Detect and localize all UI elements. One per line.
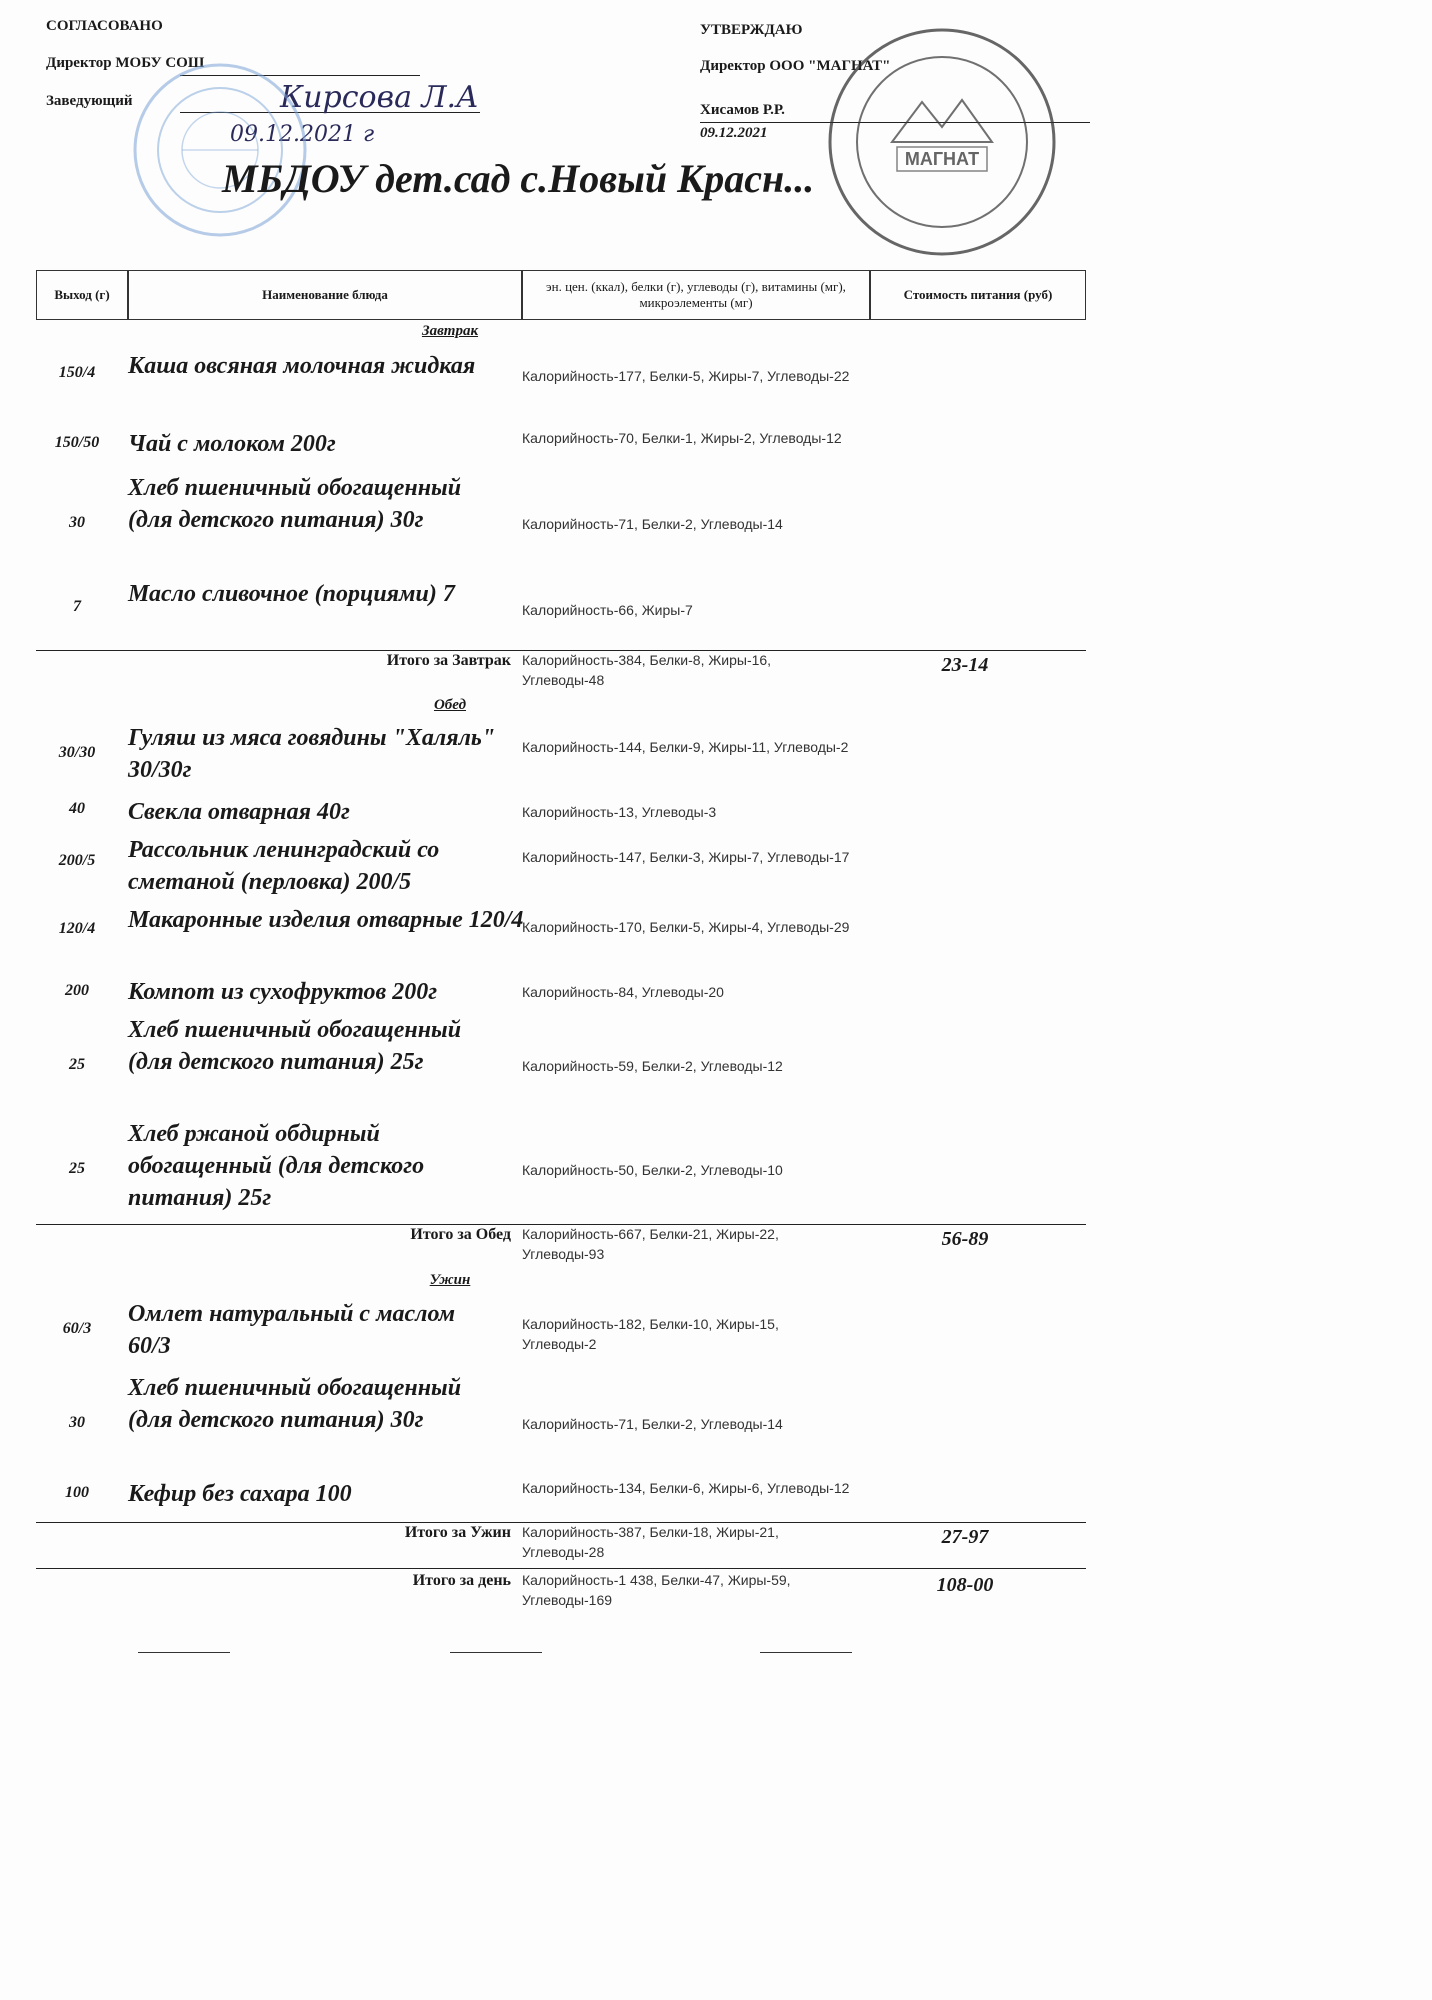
footer-signature-line <box>138 1652 230 1653</box>
row-nutrition: Калорийность-66, Жиры-7 <box>522 602 693 618</box>
row-yield: 25 <box>69 1056 85 1073</box>
row-yield: 7 <box>73 598 81 615</box>
header-nutrition: эн. цен. (ккал), белки (г), углеводы (г), витамины (мг), микроэлементы (мг) <box>522 270 870 320</box>
row-nutrition: Калорийность-50, Белки-2, Углеводы-10 <box>522 1162 783 1178</box>
day-total-label: Итого за день <box>412 1572 511 1589</box>
row-yield: 30 <box>69 514 85 531</box>
row-nutrition: Калорийность-59, Белки-2, Углеводы-12 <box>522 1058 783 1074</box>
footer-signature-line <box>450 1652 542 1653</box>
divider <box>36 1568 1086 1569</box>
approval-right-label: УТВЕРЖДАЮ <box>700 22 803 38</box>
footer-signature-line <box>760 1652 852 1653</box>
row-yield: 120/4 <box>58 920 96 937</box>
row-nutrition: Калорийность-170, Белки-5, Жиры-4, Углеводы-29 <box>522 919 850 935</box>
day-total-nutrition: Калорийность-1 438, Белки-47, Жиры-59, Углеводы-169 <box>522 1572 791 1608</box>
row-dish: Хлеб пшеничный обогащенный (для детского питания) 30г <box>128 475 462 533</box>
header-yield: Выход (г) <box>36 270 128 320</box>
row-yield: 30 <box>69 1414 85 1431</box>
row-dish: Компот из сухофруктов 200г <box>128 979 438 1005</box>
row-nutrition: Калорийность-144, Белки-9, Жиры-11, Углеводы-2 <box>522 739 849 755</box>
row-dish: Масло сливочное (порциями) 7 <box>128 581 455 607</box>
row-dish: Хлеб пшеничный обогащенный (для детского питания) 25г <box>128 1017 462 1075</box>
row-yield: 25 <box>69 1160 85 1177</box>
row-dish: Омлет натуральный с маслом 60/3 <box>128 1301 456 1359</box>
row-dish: Рассольник ленинградский со сметаной (перловка) 200/5 <box>128 837 440 895</box>
approval-left-label: СОГЛАСОВАНО <box>46 18 163 34</box>
row-nutrition: Калорийность-177, Белки-5, Жиры-7, Углеводы-22 <box>522 368 850 384</box>
row-nutrition: Калорийность-147, Белки-3, Жиры-7, Углеводы-17 <box>522 849 850 865</box>
handwritten-signature: Кирсова Л.А <box>280 80 479 115</box>
row-nutrition: Калорийность-71, Белки-2, Углеводы-14 <box>522 516 783 532</box>
header-dish: Наименование блюда <box>128 270 522 320</box>
row-yield: 100 <box>65 1484 89 1501</box>
row-nutrition: Калорийность-70, Белки-1, Жиры-2, Углеводы-12 <box>522 430 842 446</box>
row-dish: Кефир без сахара 100 <box>128 1481 352 1507</box>
row-dish: Гуляш из мяса говядины "Халяль" 30/30г <box>128 725 496 783</box>
row-yield: 150/50 <box>54 434 100 451</box>
school-stamp <box>130 60 310 240</box>
section-dinner: Ужин <box>429 1272 471 1288</box>
section-lunch: Обед <box>433 697 467 713</box>
row-yield: 200/5 <box>58 852 96 869</box>
row-yield: 40 <box>69 800 85 817</box>
row-dish: Макаронные изделия отварные 120/4 <box>128 907 524 933</box>
approval-right-position: Директор ООО "МАГНАТ" <box>700 58 891 74</box>
total-lunch-cost: 56-89 <box>941 1228 989 1250</box>
company-stamp <box>822 22 1062 262</box>
total-lunch-nutrition: Калорийность-667, Белки-21, Жиры-22, Углеводы-93 <box>522 1226 779 1262</box>
day-total-cost: 108-00 <box>936 1574 994 1596</box>
row-nutrition: Калорийность-13, Углеводы-3 <box>522 804 717 820</box>
approval-left-position: Директор МОБУ СОШ <box>46 55 205 71</box>
total-breakfast-cost: 23-14 <box>941 654 989 676</box>
handwritten-date: 09.12.2021 г <box>230 122 375 147</box>
row-yield: 30/30 <box>58 744 96 761</box>
company-stamp-text: МАГНАТ <box>904 149 980 169</box>
row-nutrition: Калорийность-71, Белки-2, Углеводы-14 <box>522 1416 783 1432</box>
row-dish: Хлеб ржаной обдирный обогащенный (для детского питания) 25г <box>128 1121 425 1211</box>
row-yield: 200 <box>65 982 89 999</box>
header-cost: Стоимость питания (руб) <box>870 270 1086 320</box>
row-dish: Чай с молоком 200г <box>128 431 336 457</box>
total-dinner-nutrition: Калорийность-387, Белки-18, Жиры-21, Углеводы-28 <box>522 1524 779 1560</box>
row-nutrition: Калорийность-182, Белки-10, Жиры-15, Углеводы-2 <box>522 1316 779 1352</box>
approval-right-name: Хисамов Р.Р. <box>700 102 785 118</box>
approval-right-date: 09.12.2021 <box>700 125 768 141</box>
row-yield: 150/4 <box>58 364 96 381</box>
total-dinner-cost: 27-97 <box>941 1526 989 1548</box>
total-lunch-label: Итого за Обед <box>410 1226 511 1243</box>
approval-left-role: Заведующий <box>46 93 133 109</box>
page-title: МБДОУ дет.сад с.Новый Красн... <box>222 156 815 201</box>
row-dish: Свекла отварная 40г <box>128 799 350 825</box>
row-yield: 60/3 <box>62 1320 92 1337</box>
section-breakfast: Завтрак <box>421 323 479 339</box>
total-breakfast-label: Итого за Завтрак <box>386 652 511 669</box>
total-dinner-label: Итого за Ужин <box>404 1524 511 1541</box>
row-nutrition: Калорийность-134, Белки-6, Жиры-6, Углеводы-12 <box>522 1480 850 1496</box>
row-dish: Каша овсяная молочная жидкая <box>128 353 476 379</box>
row-nutrition: Калорийность-84, Углеводы-20 <box>522 984 724 1000</box>
total-breakfast-nutrition: Калорийность-384, Белки-8, Жиры-16, Углеводы-48 <box>522 652 772 688</box>
row-dish: Хлеб пшеничный обогащенный (для детского питания) 30г <box>128 1375 462 1433</box>
